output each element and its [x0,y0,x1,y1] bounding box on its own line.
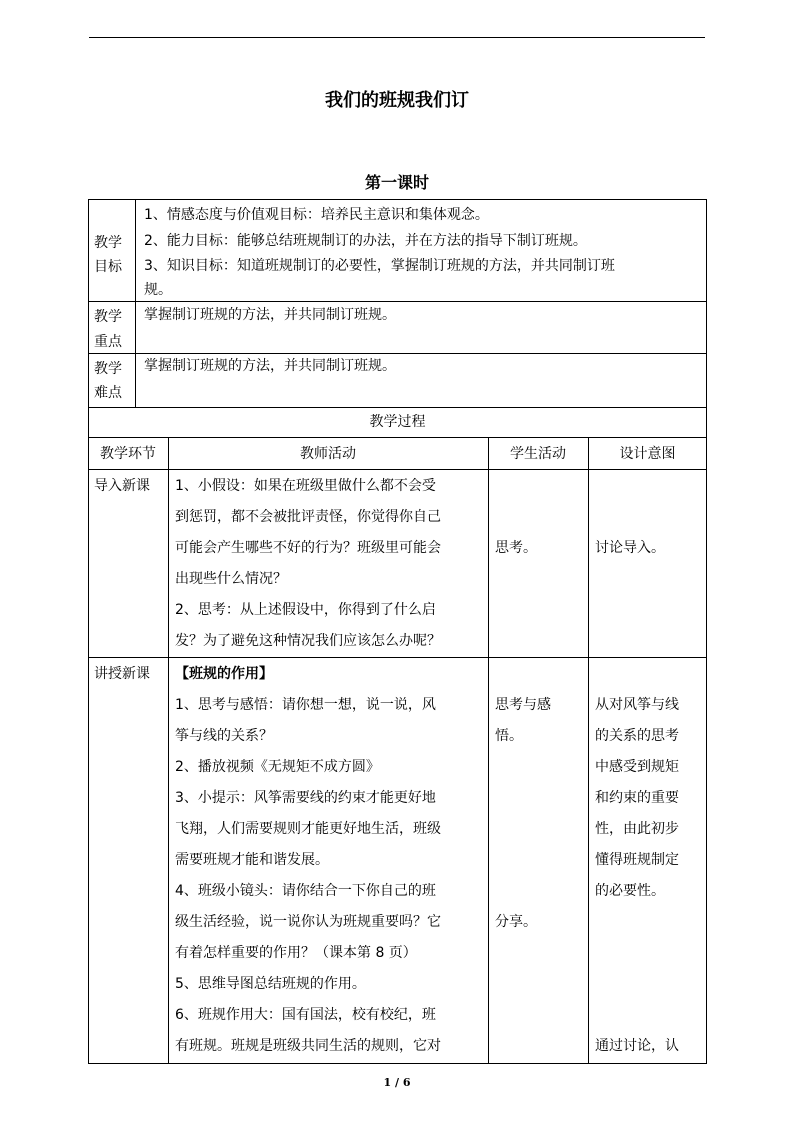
difficulty-text: 掌握制订班规的方法，并共同制订班规。 [144,358,396,374]
process-row-separator [88,469,707,470]
teacher-activity-line: 可能会产生哪些不好的行为？班级里可能会 [175,540,441,556]
teacher-activity-line: 2、播放视频《无规矩不成方圆》 [175,759,380,775]
student-activity-line: 思考。 [495,540,537,556]
teacher-activity-line: 发？为了避免这种情况我们应该怎么办呢？ [175,633,441,649]
teacher-activity-line: 4、班级小镜头：请你结合一下你自己的班 [175,883,436,899]
teacher-activity-line: 飞翔，人们需要规则才能更好地生活，班级 [175,821,441,837]
goals-line: 2、能力目标：能够总结班规制订的办法，并在方法的指导下制订班规。 [144,233,587,249]
column-divider [488,437,489,1064]
column-divider [168,437,169,1064]
design-intent-line: 懂得班规制定 [595,852,679,868]
difficulty-label: 教学 [94,361,122,377]
teacher-activity-line: 2、思考：从上述假设中，你得到了什么启 [175,602,436,618]
teacher-activity-line: 有着怎样重要的作用？（课本第 8 页） [175,945,417,961]
student-activity-line: 思考与感 [495,697,551,713]
design-intent-line: 从对风筝与线 [595,697,679,713]
process-title: 教学过程 [369,414,426,430]
teacher-activity-line: 有班规。班规是班级共同生活的规则，它对 [175,1038,441,1054]
key-points-text: 掌握制订班规的方法，并共同制订班规。 [144,307,396,323]
teacher-activity-line: 6、班规作用大：国有国法，校有校纪，班 [175,1007,436,1023]
info-table-divider [135,199,136,408]
section-heading: 【班规的作用】 [175,666,273,682]
stage-cell: 讲授新课 [94,666,150,682]
teacher-activity-line: 需要班规才能和谐发展。 [175,852,329,868]
teacher-activity-line: 1、小假设：如果在班级里做什么都不会受 [175,478,436,494]
info-row-separator [88,301,707,302]
goals-label: 目标 [94,259,122,275]
column-header: 学生活动 [510,446,566,462]
teacher-activity-line: 5、思维导图总结班规的作用。 [175,976,366,992]
teacher-activity-line: 1、思考与感悟：请你想一想，说一说，风 [175,697,436,713]
column-header: 教学环节 [100,446,156,462]
key-points-label: 重点 [94,334,122,350]
lesson-subtitle: 第一课时 [364,173,429,192]
process-row-separator [88,437,707,438]
goals-line: 1、情感态度与价值观目标：培养民主意识和集体观念。 [144,207,489,223]
teacher-activity-line: 出现些什么情况？ [175,571,287,587]
difficulty-label: 难点 [94,385,122,401]
page-title: 我们的班规我们订 [325,90,469,111]
goals-label: 教学 [94,235,122,251]
key-points-label: 教学 [94,309,122,325]
stage-cell: 导入新课 [94,478,150,494]
design-intent-line: 和约束的重要 [595,790,679,806]
teacher-activity-line: 筝与线的关系？ [175,728,273,744]
design-intent-line: 的必要性。 [595,883,665,899]
column-header: 教师活动 [300,446,356,462]
student-activity-line: 分享。 [495,914,537,930]
goals-line: 规。 [144,282,172,298]
teacher-activity-line: 到惩罚，都不会被批评责怪，你觉得你自己 [175,509,441,525]
design-intent-line: 讨论导入。 [595,540,665,556]
process-row-separator [88,657,707,658]
column-header: 设计意图 [619,446,676,462]
design-intent-line: 中感受到规矩 [595,759,679,775]
teacher-activity-line: 级生活经验，说一说你认为班规重要吗？它 [175,914,441,930]
goals-line: 3、知识目标：知道班规制订的必要性，掌握制订班规的方法，并共同制订班 [144,258,615,274]
teacher-activity-line: 3、小提示：风筝需要线的约束才能更好地 [175,790,436,806]
student-activity-line: 悟。 [495,728,523,744]
design-intent-line: 性，由此初步 [595,821,679,837]
design-intent-line: 通过讨论，认 [595,1038,679,1054]
design-intent-line: 的关系的思考 [595,728,679,744]
header-rule [89,37,705,38]
column-divider [588,437,589,1064]
page-number: 1 / 6 [383,1076,411,1089]
